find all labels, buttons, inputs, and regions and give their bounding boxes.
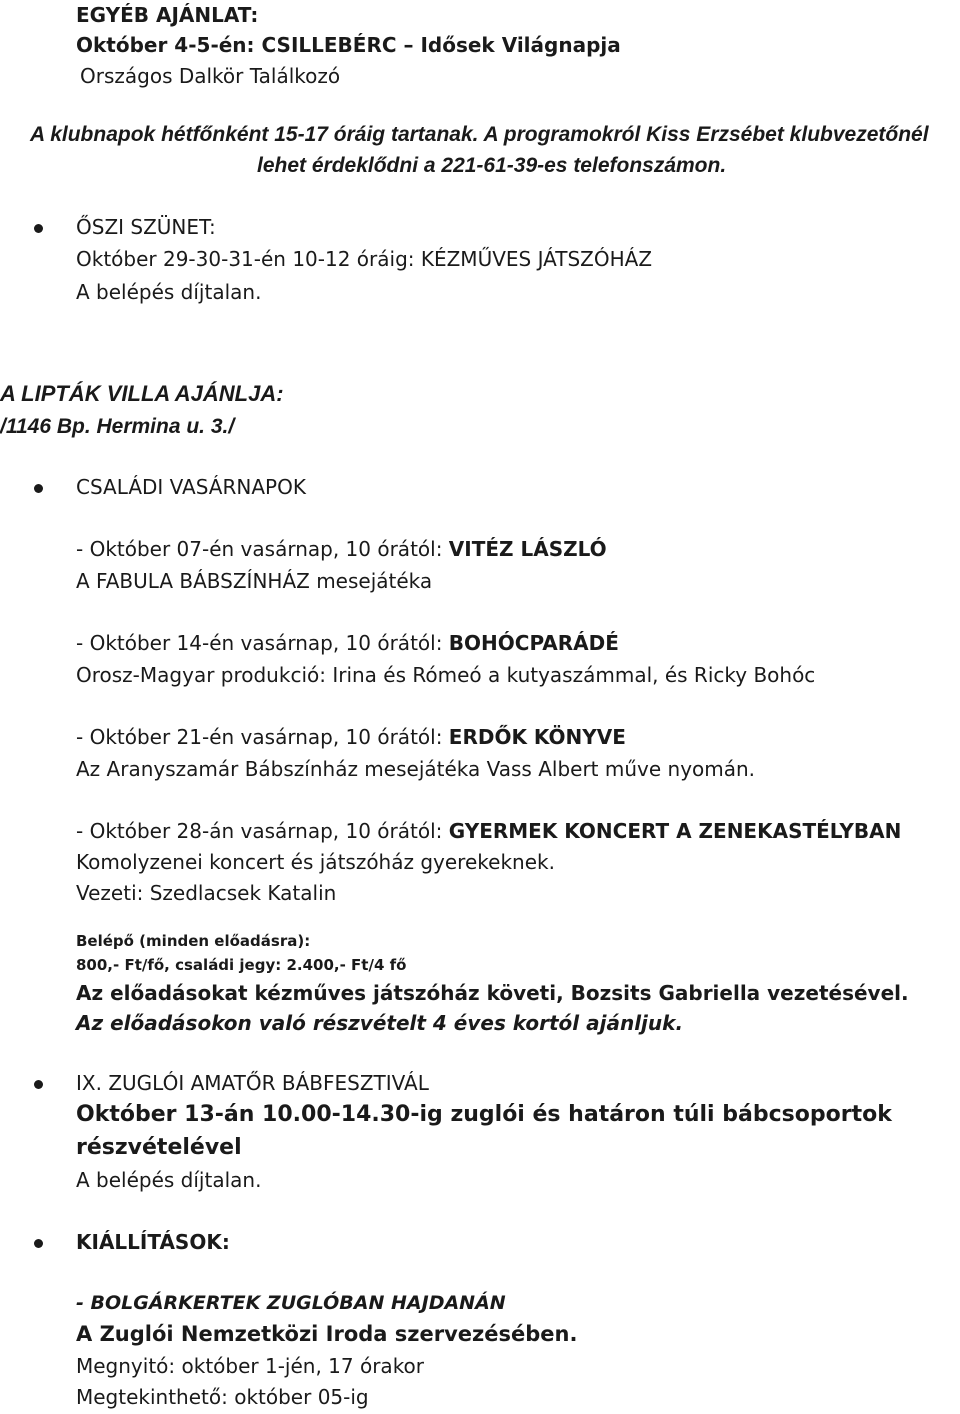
event-2-line (76, 633, 619, 653)
event-desc: Komolyzenei koncert és játszóház gyerekeknek. (76, 850, 555, 874)
event-date: - Október 14-én vasárnap, 10 órától: (76, 631, 449, 655)
liptak-address: /1146 Bp. Hermina u. 3./ (0, 415, 235, 438)
csaladi-note-1: Az előadásokat kézműves játszóház követi, Bozsits Gabriella vezetésével. (76, 981, 909, 1005)
zugloi-line-3: A belépés díjtalan. (76, 1168, 262, 1192)
oszi-line-2: A belépés díjtalan. (76, 280, 262, 304)
kiallitasok-open: Megnyitó: október 1-jén, 17 órakor (76, 1354, 425, 1378)
bullet-icon (34, 1080, 43, 1089)
belepo-price: 800,- Ft/fő, családi jegy: 2.400,- Ft/4 fő (76, 956, 407, 974)
event-desc: Vezeti: Szedlacsek Katalin (76, 881, 337, 905)
klubnapok-line-2: lehet érdeklődni a 221-61-39-es telefonszámon. (257, 154, 727, 177)
zugloi-line-2: részvételével (76, 1135, 242, 1160)
event-1-line (76, 539, 607, 559)
event-3-line (76, 727, 626, 747)
csaladi-heading: CSALÁDI VASÁRNAPOK (76, 475, 306, 499)
oszi-line-1: Október 29-30-31-én 10-12 óráig: KÉZMŰVES JÁTSZÓHÁZ (76, 247, 653, 271)
event-4-line (76, 821, 901, 841)
bullet-icon (34, 484, 43, 493)
event-date: - Október 21-én vasárnap, 10 órától: (76, 725, 449, 749)
zugloi-line-1: Október 13-án 10.00-14.30-ig zuglói és határon túli bábcsoportok (76, 1102, 892, 1127)
kiallitasok-view: Megtekinthető: október 05-ig (76, 1385, 369, 1409)
oszi-heading: ŐSZI SZÜNET: (76, 215, 216, 239)
bullet-icon (34, 1239, 43, 1248)
event-title: VITÉZ LÁSZLÓ (448, 537, 607, 561)
csaladi-note-2: Az előadásokon való részvételt 4 éves kortól ajánljuk. (76, 1011, 684, 1035)
liptak-heading: A LIPTÁK VILLA AJÁNLJA: (0, 381, 284, 406)
event-desc: Az Aranyszamár Bábszínház mesejátéka Vass Albert műve nyomán. (76, 757, 756, 781)
kiallitasok-org: A Zuglói Nemzetközi Iroda szervezésében. (76, 1322, 578, 1346)
klubnapok-line-1: A klubnapok hétfőnként 15-17 óráig tartanak. A programokról Kiss Erzsébet klubvezetőnél (30, 123, 929, 146)
zugloi-heading: IX. ZUGLÓI AMATŐR BÁBFESZTIVÁL (76, 1071, 429, 1095)
kiallitasok-heading: KIÁLLÍTÁSOK: (76, 1230, 230, 1254)
event-date: - Október 28-án vasárnap, 10 órától: (76, 819, 449, 843)
event-title: BOHÓCPARÁDÉ (448, 631, 619, 655)
egyeb-line-2: Országos Dalkör Találkozó (80, 64, 341, 88)
event-title: GYERMEK KONCERT A ZENEKASTÉLYBAN (448, 819, 902, 843)
egyeb-line-1: Október 4-5-én: CSILLEBÉRC – Idősek Világnapja (76, 33, 621, 57)
belepo-label: Belépő (minden előadásra): (76, 932, 311, 950)
event-date: - Október 07-én vasárnap, 10 órától: (76, 537, 449, 561)
event-desc: Orosz-Magyar produkció: Irina és Rómeó a kutyaszámmal, és Ricky Bohóc (76, 663, 816, 687)
kiallitasok-title: - BOLGÁRKERTEK ZUGLÓBAN HAJDANÁN (76, 1292, 506, 1314)
egyeb-heading: EGYÉB AJÁNLAT: (76, 3, 259, 27)
event-title: ERDŐK KÖNYVE (448, 725, 626, 749)
bullet-icon (34, 224, 43, 233)
event-desc: A FABULA BÁBSZÍNHÁZ mesejátéka (76, 569, 433, 593)
